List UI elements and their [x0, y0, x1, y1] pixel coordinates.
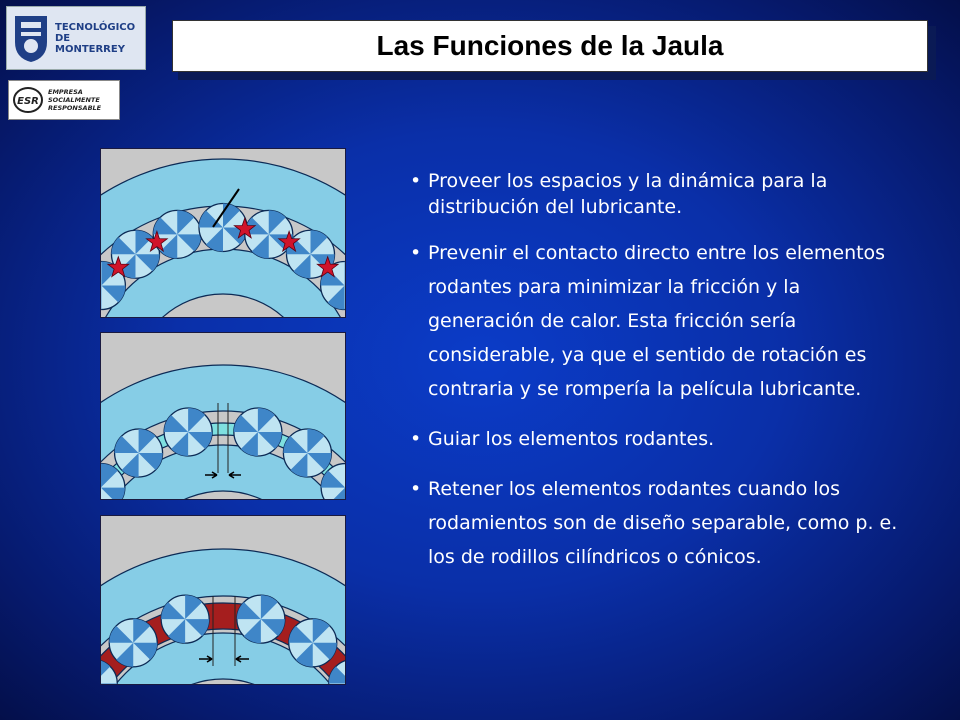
bearing-figure-no-cage	[100, 148, 346, 318]
page-title: Las Funciones de la Jaula	[376, 30, 724, 61]
rolling-ball	[245, 210, 293, 258]
esr-logo-line1: EMPRESA	[48, 88, 83, 96]
tec-logo-line2: DE MONTERREY	[55, 32, 125, 55]
esr-logo-line3: RESPONSABLE	[48, 104, 102, 112]
list-item: • Guiar los elementos rodantes.	[408, 422, 908, 456]
rolling-ball	[153, 210, 201, 258]
rolling-ball	[237, 595, 285, 643]
tec-crest-icon	[11, 12, 51, 64]
rolling-ball	[109, 619, 157, 667]
tec-logo-line1: TECNOLÓGICO	[55, 21, 136, 33]
rolling-ball	[164, 408, 212, 456]
list-item: • Prevenir el contacto directo entre los elementos rodantes para minimizar la fricción y la generación de calor. Esta fricción sería considerable, ya que el sentido de rotación es contraria y se rompería la película lubricante.	[408, 236, 908, 406]
ball-shade	[101, 683, 117, 684]
bearing-figure-red-cage	[100, 515, 346, 685]
esr-mark-icon	[12, 84, 44, 116]
rolling-ball	[234, 408, 282, 456]
esr-mark-text: ESR	[17, 96, 39, 107]
functions-list	[408, 168, 908, 590]
list-item: • Retener los elementos rodantes cuando los rodamientos son de diseño separable, como p. e. los de rodillos cilíndricos o cónicos.	[408, 472, 908, 574]
rolling-ball	[115, 429, 163, 477]
title-box	[172, 20, 928, 72]
rolling-ball	[283, 429, 331, 477]
rolling-ball	[289, 619, 337, 667]
tec-monterrey-logo	[6, 6, 146, 70]
esr-logo-line2: SOCIALMENTE	[48, 96, 100, 104]
rolling-ball	[161, 595, 209, 643]
list-item: • Proveer los espacios y la dinámica para la distribución del lubricante.	[408, 168, 908, 220]
esr-logo	[8, 80, 120, 120]
bearing-figure-cyan-cage	[100, 332, 346, 500]
